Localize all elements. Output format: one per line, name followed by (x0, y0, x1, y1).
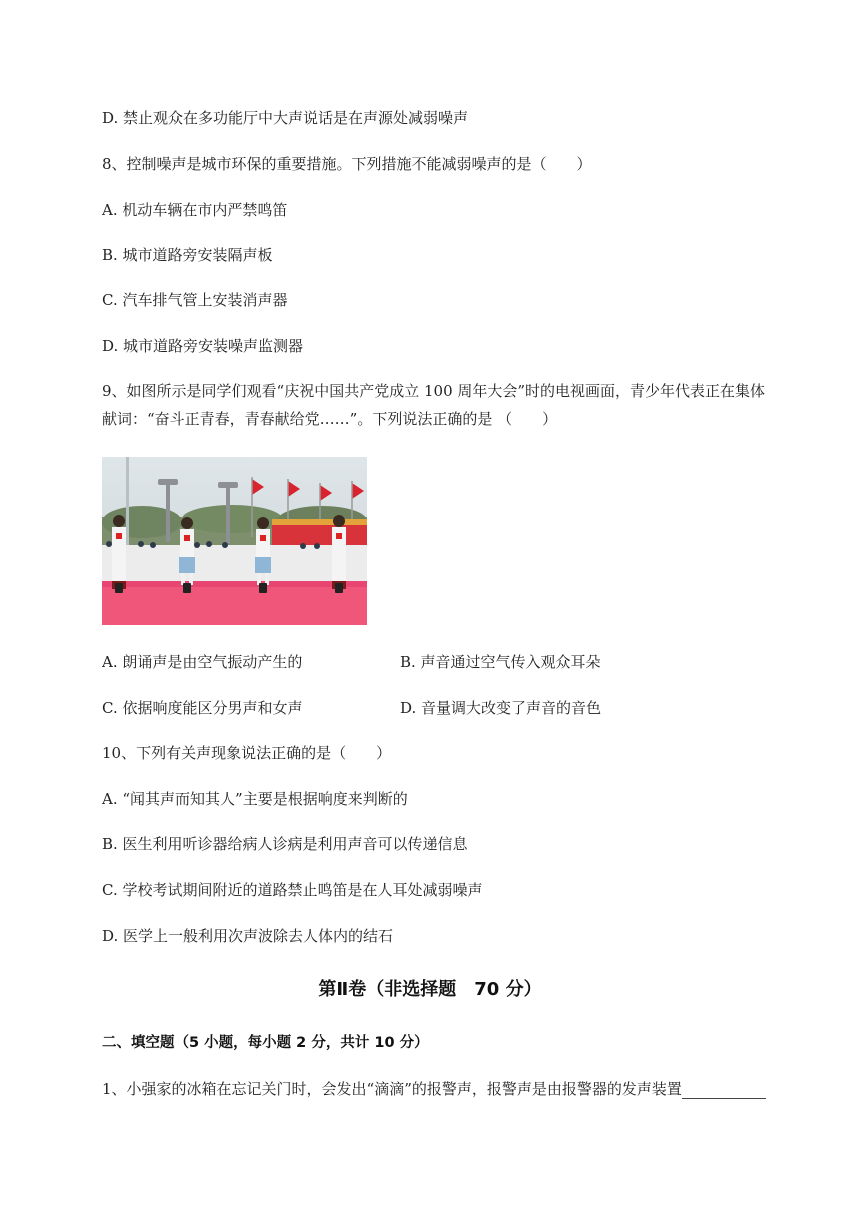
q9-option-a: A. 朗诵声是由空气振动产生的 (102, 653, 303, 671)
q9-stem-line1: 9、如图所示是同学们观看“庆祝中国共产党成立 100 周年大会”时的电视画面，青少年代表正在集体 (102, 382, 766, 400)
fill-section-heading: 二、填空题（5 小题，每小题 2 分，共计 10 分） (102, 1035, 429, 1051)
q8-stem: 8、控制噪声是城市环保的重要措施。下列措施不能减弱噪声的是（ ） (102, 155, 592, 173)
q10-option-d: D. 医学上一般利用次声波除去人体内的结石 (102, 927, 394, 945)
q9-stem-line2: 献词：“奋斗正青春，青春献给党……”。下列说法正确的是 （ ） (102, 410, 558, 428)
ceremony-photo (102, 457, 367, 625)
section2-title: 第Ⅱ卷（非选择题 70 分） (318, 979, 542, 1000)
q8-option-d: D. 城市道路旁安装噪声监测器 (102, 337, 304, 355)
q7-option-d: D. 禁止观众在多功能厅中大声说话是在声源处减弱噪声 (102, 109, 469, 127)
answer-blank[interactable] (682, 1082, 766, 1099)
q10-stem: 10、下列有关声现象说法正确的是（ ） (102, 744, 392, 762)
q9-option-d: D. 音量调大改变了声音的音色 (400, 699, 602, 717)
q8-option-a: A. 机动车辆在市内严禁鸣笛 (102, 201, 288, 219)
fill-q1-text: 1、小强家的冰箱在忘记关门时，会发出“滴滴”的报警声，报警声是由报警器的发声装置 (102, 1080, 682, 1098)
q10-option-b: B. 医生利用听诊器给病人诊病是利用声音可以传递信息 (102, 835, 468, 853)
q8-option-c: C. 汽车排气管上安装消声器 (102, 291, 288, 309)
q8-option-b: B. 城市道路旁安装隔声板 (102, 246, 273, 264)
q9-option-c: C. 依据响度能区分男声和女声 (102, 699, 303, 717)
q10-option-a: A. “闻其声而知其人”主要是根据响度来判断的 (102, 790, 408, 808)
fill-q1 (102, 1079, 766, 1099)
q10-option-c: C. 学校考试期间附近的道路禁止鸣笛是在人耳处减弱噪声 (102, 881, 483, 899)
q9-option-b: B. 声音通过空气传入观众耳朵 (400, 653, 601, 671)
